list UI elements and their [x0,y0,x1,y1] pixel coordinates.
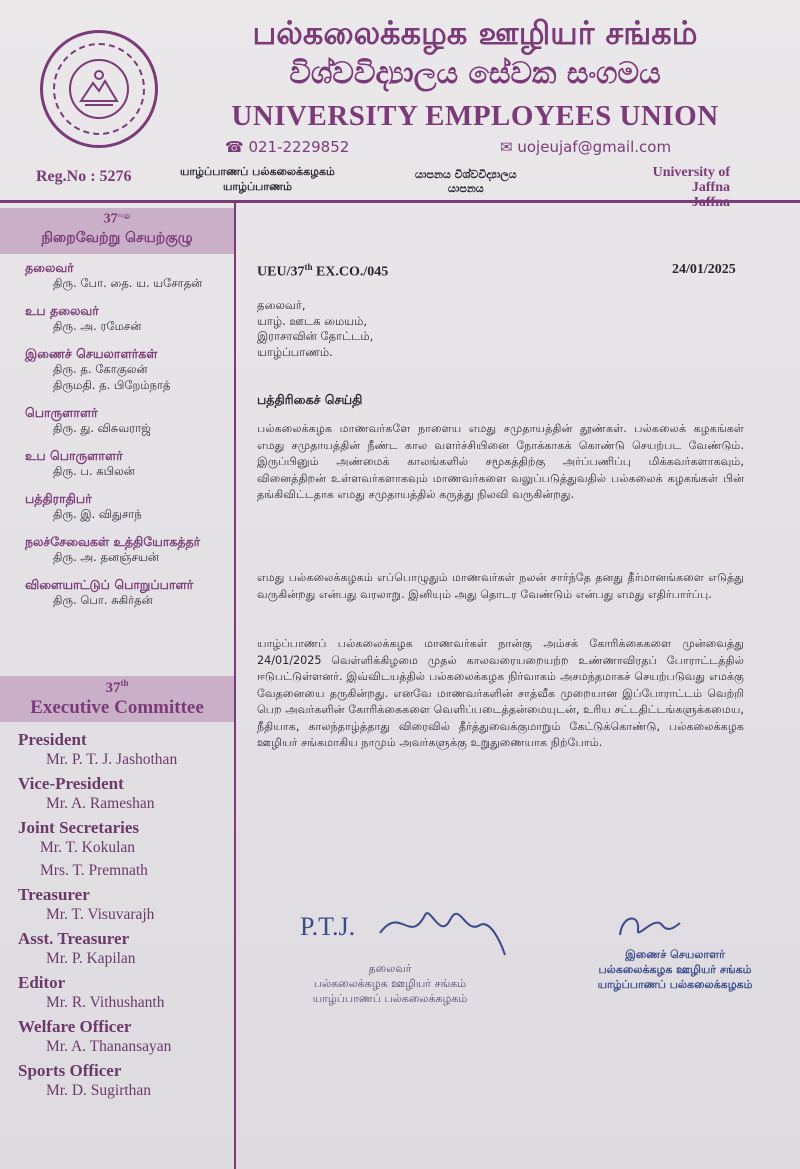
member-name: Mr. P. Kapilan [46,950,136,967]
left-signatory-title: தலைவர் [368,962,412,975]
member-name: Mr. T. Kokulan [40,839,136,856]
right-signature-block [560,948,790,993]
union-logo [40,30,158,148]
title-sinhala: විශ්වවිද්‍යාලය සේවක සංගමය [289,56,661,91]
member-role: தலைவர் [25,260,74,275]
member-name: திரு. ப. கபிலன் [53,464,135,478]
address-tamil-line2: யாழ்ப்பாணம் [222,180,292,193]
paragraph-1: பல்கலைக்கழக மாணவர்களே நாளைய எமது சமுதாயத்தின் தூண்கள். பல்கலைக் கழகங்கள் எமது சமுதாயத்தின் நீண்ட கால வளர்ச்சியினை நோக்காகக் கொண்டு செயற்பட வேண்டும். இருப்பினும் அண்மைக் காலங்களில் சமூகத்திற்கு அர்ப்பணிப்பு மிக்கவர்களாகவும், வினைத்திறன் உள்ளவர்களாகவும் மாணவர்களை வலுப்படுத்துவதில் பல்கலைக் கழகங்கள் பின் தங்கிவிட்டதாக எமது சமுதாயத்தில் கருத்து நிலவி வருகின்றது. [257,422,744,501]
member-role: பொருளாளர் [25,405,98,420]
member-name: Mr. A. Rameshan [46,795,155,812]
member-role: Sports Officer [18,1061,122,1080]
member-name: திரு. அ. ரமேசன் [53,319,142,333]
secretary-signature [610,905,690,945]
member-role: Asst. Treasurer [18,929,130,948]
committee-number-suffix: th [120,678,129,688]
committee-number: 37 [105,680,121,696]
title-tamil: பல்கலைக்கழக ஊழியர் சங்கம் [252,14,698,52]
member-role: உப பொருளாளர் [25,448,123,463]
phone-icon: ☎ [225,138,244,156]
recipient-line: இராசாவின் தோட்டம், [257,329,374,343]
english-committee-banner [0,676,234,722]
member-role: Welfare Officer [18,1017,132,1036]
member-name: Mr. T. Visuvarajh [46,906,155,923]
address-english [620,165,730,210]
left-signature-block [280,962,500,1007]
address-sinhala [415,168,517,196]
sidebar-divider [234,203,236,1169]
right-signatory-title: இணைச் செயலாளர் [625,948,725,961]
tamil-committee-list [25,260,230,609]
tamil-committee-banner [0,208,234,254]
letter-subject: பத்திரிகைச் செய்தி [257,392,363,407]
member-name: திரு. அ. தனஞ்சயன் [53,550,159,564]
member-role: Treasurer [18,885,90,904]
letter-date: 24/01/2025 [672,262,736,277]
address-tamil-line1: யாழ்ப்பாணப் பல்கலைக்கழகம் [180,165,335,178]
header-divider [0,200,800,203]
title-english: UNIVERSITY EMPLOYEES UNION [231,100,719,132]
logo-emblem [69,59,129,119]
email-icon: ✉ [500,138,513,156]
president-signature [290,895,520,965]
recipient-line: தலைவர், [257,298,306,312]
member-name: திரு. போ. தை. ய. யசோதன் [53,276,203,290]
address-sinhala-line2: යාපනය [447,182,484,195]
right-signatory-university: யாழ்ப்பாணப் பல்கலைக்கழகம் [597,978,753,991]
ref-suffix-sup: th [304,262,313,272]
registration-number: Reg.No : 5276 [36,168,132,185]
signature-initials: P.T.J. [300,912,356,941]
paragraph-3: யாழ்ப்பாணப் பல்கலைக்கழக மாணவர்கள் நான்கு அம்சக் கோரிக்கைகளை முன்வைத்து 24/01/2025 வெள்ளிக்கிழமை முதல் காலவரையறையற்ற உண்ணாவிரதப் போராட்டத்தில் ஈடுபட்டுள்ளனர். இவ்விடயத்தில் பல்கலைக்கழக நிர்வாகம் அசமந்தமாகச் செயற்படுவது எமக்கு வேதனையை தருகின்றது. எனவே மாணவர்களின் சாத்வீக முறையான இப்போராட்டம் வெற்றி பெற அவர்களின் கோரிக்கைகளை வெளிப்படைத்தன்மையுடன், உரிய சட்டதிட்டங்களுக்கமைய, நீதியாக, காலந்தாழ்த்தாது விரைவில் தீர்த்துவைக்குமாறும் கேட்டுக்கொண்டு, பல்கலைக்கழக ஊழியர் சங்கமாகிய நாமும் அவர்களுக்கு உறுதுணையாக நிற்போம். [257,637,744,749]
member-role: பத்திராதிபர் [25,491,92,506]
recipient-line: யாழ்ப்பாணம். [257,344,333,359]
member-name: திரு. பொ. சுகிர்தன் [53,593,153,607]
emblem-icon [71,61,127,117]
english-committee-heading: Executive Committee [30,697,204,718]
member-role: President [18,730,87,749]
reference-number [257,262,388,281]
member-name: Mr. P. T. J. Jashothan [46,751,178,768]
tamil-committee-heading: நிறைவேற்று செயற்குழு [41,229,193,246]
ref-suffix: EX.CO./045 [312,264,389,280]
member-role: இணைச் செயலாளர்கள் [25,346,158,361]
address-sinhala-line1: යාපනය විශ්වවිද්‍යාලය [415,168,517,181]
member-role: Editor [18,973,66,992]
member-name: Mrs. T. Premnath [40,862,148,879]
address-english-line1: University of Jaffna [652,165,730,195]
email-contact [500,138,671,156]
address-tamil [180,164,335,194]
member-role: விளையாட்டுப் பொறுப்பாளர் [25,577,194,592]
member-name: திருமதி. த. பிறேம்நாத் [53,378,171,392]
left-signatory-university: யாழ்ப்பாணப் பல்கலைக்கழகம் [312,992,468,1005]
committee-number: 37 [103,211,118,227]
member-name: Mr. A. Thanansayan [46,1038,172,1055]
paragraph-2: எமது பல்கலைக்கழகம் எப்பொழுதும் மாணவர்கள் நலன் சார்ந்தே தனது தீர்மானங்களை எடுத்து வருகின்றது என்பது வரலாறு. இனியும் அது தொடர வேண்டும் என்பது எமது எதிர்பார்ப்பு. [257,571,744,601]
member-role: உப தலைவர் [25,303,99,318]
member-role: நலச்சேவைகள் உத்தியோகத்தர் [25,534,201,549]
member-name: Mr. R. Vithushanth [46,994,165,1011]
recipient-address [257,298,373,360]
member-role: Vice-President [18,774,124,793]
left-signatory-org: பல்கலைக்கழக ஊழியர் சங்கம் [313,977,467,990]
member-name: Mr. D. Sugirthan [46,1082,152,1099]
committee-number-suffix: வது [117,211,131,219]
email-address: uojeujaf@gmail.com [517,138,672,156]
phone-contact [225,138,349,156]
ref-prefix: UEU/37 [257,264,305,280]
member-name: திரு. து. விசுவராஜ் [53,421,151,435]
member-name: திரு. இ. விதுசாந் [53,507,142,521]
member-role: Joint Secretaries [18,818,140,837]
right-signatory-org: பல்கலைக்கழக ஊழியர் சங்கம் [598,963,752,976]
english-committee-list [18,730,233,1105]
phone-number: 021-2229852 [248,138,350,156]
recipient-line: யாழ். ஊடக மையம், [257,313,367,328]
member-name: திரு. த. கோகுலன் [53,362,148,376]
